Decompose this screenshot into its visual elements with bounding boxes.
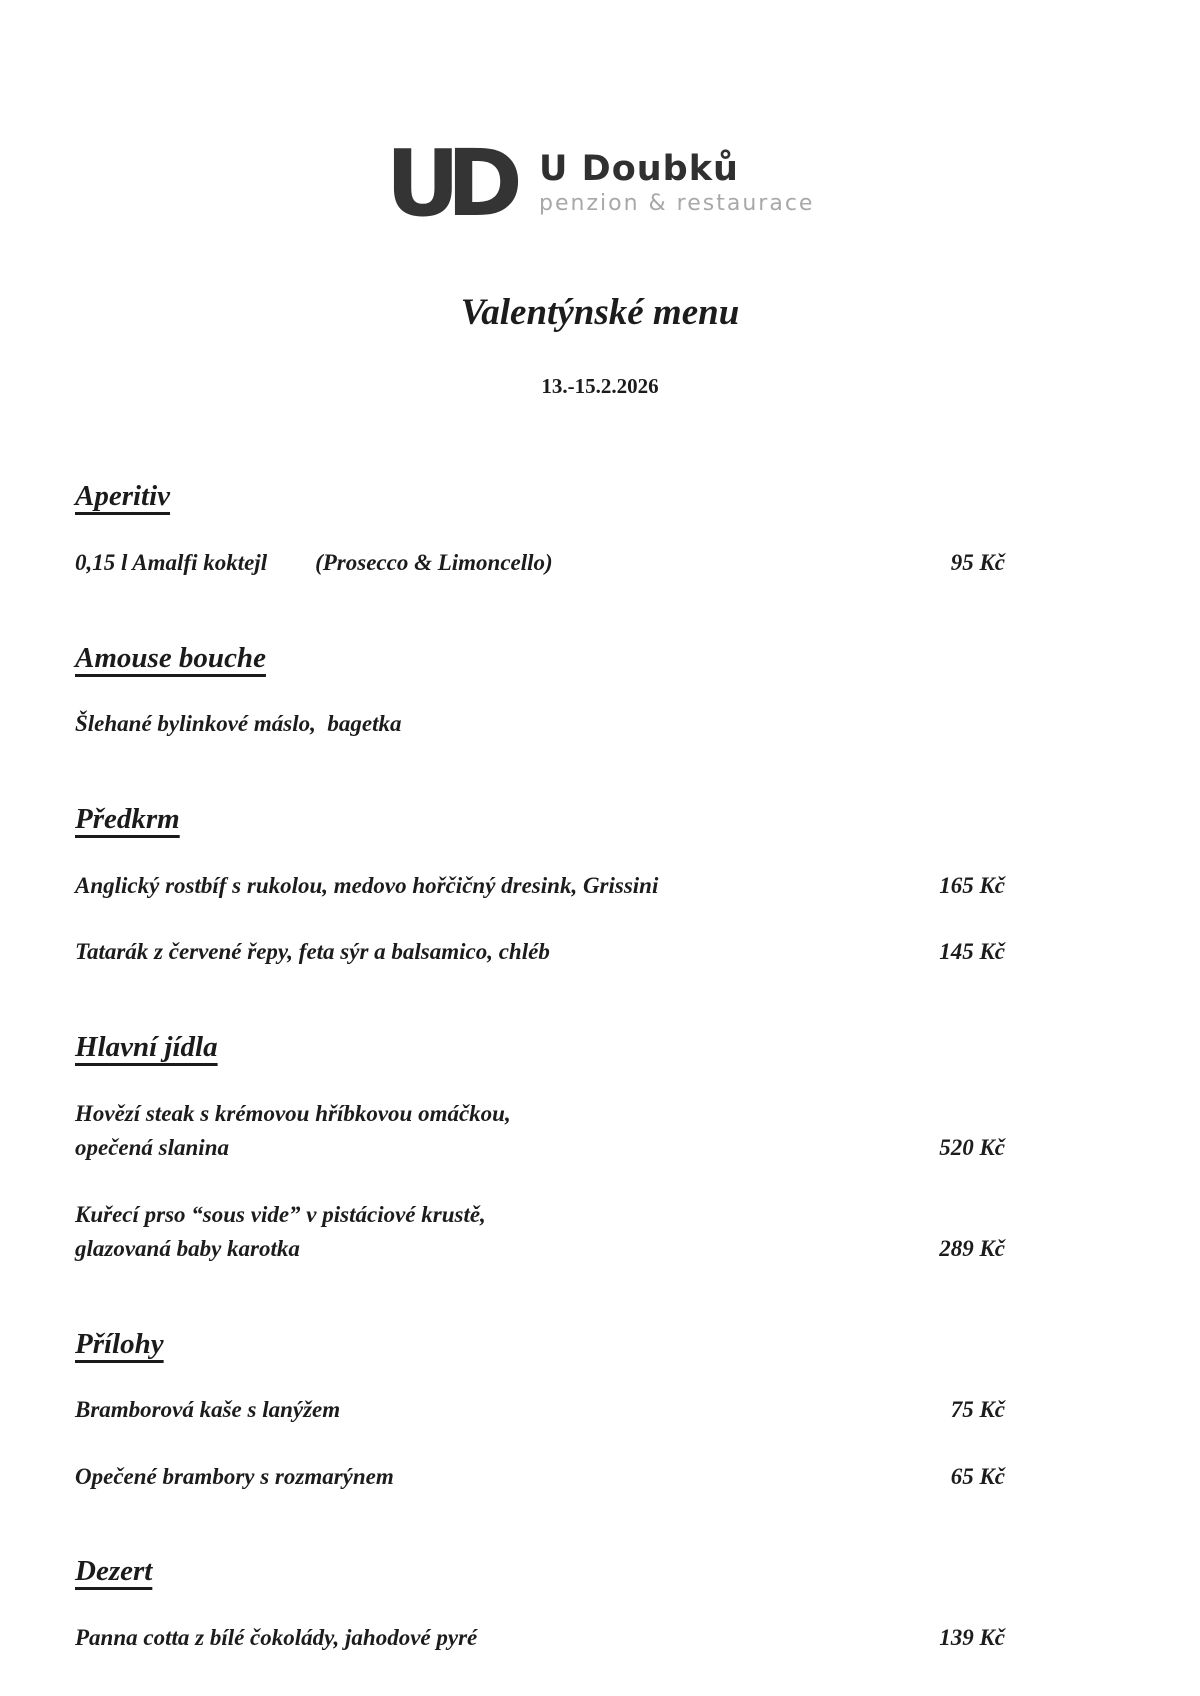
menu-item-price: 75 Kč xyxy=(950,1397,1005,1423)
menu-item-price: 65 Kč xyxy=(950,1463,1005,1489)
menu-item-line2: opečená slanina xyxy=(75,1135,229,1161)
menu-item-name xyxy=(75,869,658,904)
menu-item-detail: (Prosecco & Limoncello) xyxy=(315,550,553,576)
menu-item xyxy=(75,1460,1005,1495)
logo-monogram-icon: UD xyxy=(385,130,510,237)
menu-item-price: 139 Kč xyxy=(939,1625,1005,1651)
menu-item xyxy=(75,1621,1005,1656)
menu-item xyxy=(75,935,1005,970)
menu-item-name xyxy=(75,935,550,970)
menu-item-price: 289 Kč xyxy=(939,1236,1005,1262)
menu-section xyxy=(75,802,1005,970)
menu-item-line: Hovězí steak s krémovou hříbkovou omáčkou, xyxy=(75,1100,511,1126)
menu-item-name xyxy=(75,546,553,581)
menu-item-line: Anglický rostbíf s rukolou, medovo hořčičný dresink, Grissini xyxy=(75,872,659,898)
menu-item xyxy=(75,869,1005,904)
menu-section xyxy=(75,479,1005,580)
menu-item-line2: glazovaná baby karotka xyxy=(75,1236,300,1262)
menu-item xyxy=(75,1198,1005,1267)
menu-item-line: Tatarák z červené řepy, feta sýr a balsamico, chléb xyxy=(75,939,550,965)
section-heading: Předkrm xyxy=(75,802,180,835)
menu-item-line: Panna cotta z bílé čokolády, jahodové pyré xyxy=(75,1625,478,1651)
menu-sections xyxy=(0,479,1200,1655)
menu-item-name xyxy=(75,1621,477,1656)
menu-item-name xyxy=(75,1393,340,1428)
menu-section xyxy=(75,1554,1005,1655)
menu-item-line: Bramborová kaše s lanýžem xyxy=(75,1397,341,1423)
menu-item-name xyxy=(75,1460,394,1495)
menu-item-price: 520 Kč xyxy=(939,1135,1005,1161)
section-heading: Dezert xyxy=(75,1555,153,1588)
menu-item-line: Šlehané bylinkové máslo, bagetka xyxy=(75,711,402,737)
menu-item-name xyxy=(75,1198,486,1267)
menu-item-line: Kuřecí prso “sous vide” v pistáciové krustě, xyxy=(75,1201,486,1227)
section-heading: Hlavní jídla xyxy=(75,1030,218,1063)
page-title: Valentýnské menu xyxy=(460,292,740,334)
menu-item-price: 95 Kč xyxy=(950,550,1005,576)
menu-item-name xyxy=(75,1097,511,1166)
menu-section xyxy=(75,1030,1005,1267)
restaurant-tagline: penzion & restaurace xyxy=(539,191,815,217)
restaurant-logo xyxy=(0,0,1200,237)
menu-item-line: Opečené brambory s rozmarýnem xyxy=(75,1463,394,1489)
menu-item xyxy=(75,1097,1005,1166)
restaurant-name: U Doubků xyxy=(539,149,739,190)
menu-item xyxy=(75,546,1005,581)
section-heading: Amouse bouche xyxy=(75,641,266,674)
section-heading: Aperitiv xyxy=(75,480,171,513)
menu-date-range: 13.-15.2.2026 xyxy=(541,374,659,399)
menu-item xyxy=(75,707,1005,742)
menu-item-name xyxy=(75,707,401,742)
menu-item-price: 165 Kč xyxy=(939,872,1005,898)
menu-item-price: 145 Kč xyxy=(939,939,1005,965)
menu-item-line: 0,15 l Amalfi koktejl xyxy=(75,550,268,576)
menu-section xyxy=(75,641,1005,742)
menu-item xyxy=(75,1393,1005,1428)
logo-text xyxy=(539,151,814,216)
section-heading: Přílohy xyxy=(75,1327,164,1360)
menu-section xyxy=(75,1327,1005,1495)
